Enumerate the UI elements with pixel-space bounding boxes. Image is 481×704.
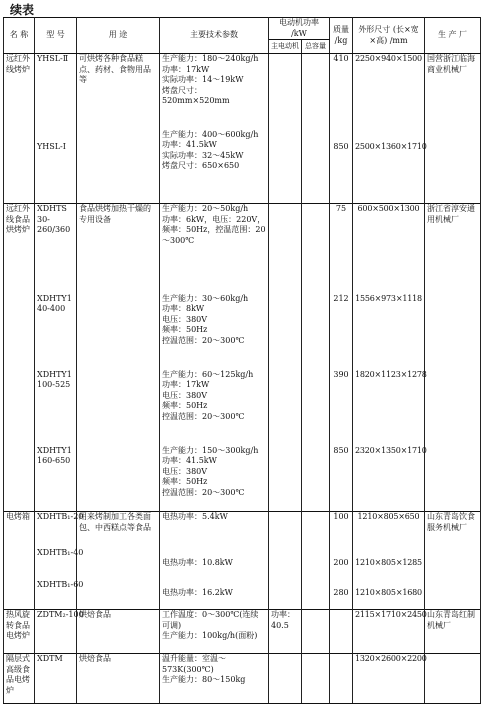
cell-params: 电热功率：10.8kW — [160, 548, 269, 580]
cell-mass: 390 — [330, 360, 353, 436]
cell-maker — [425, 120, 481, 204]
cell-mass — [330, 610, 353, 654]
cell-power-main — [269, 512, 302, 548]
cell-maker — [425, 548, 481, 580]
table-row — [4, 360, 481, 436]
cell-mass: 850 — [330, 436, 353, 512]
cell-model: XDHTB₁-40 — [35, 548, 77, 580]
cell-name — [4, 120, 35, 204]
cell-usage — [77, 580, 160, 610]
cell-dims: 1820×1123×1278 — [353, 360, 425, 436]
cell-name — [4, 284, 35, 360]
cell-usage: 烘焙食品 — [77, 654, 160, 704]
header-maker: 生 产 厂 — [425, 18, 481, 54]
table-row — [4, 284, 481, 360]
cell-model: XDHTB₁-60 — [35, 580, 77, 610]
cell-model: ZDTM₂-100 — [35, 610, 77, 654]
cell-dims: 1210×805×1680 — [353, 580, 425, 610]
header-model: 型 号 — [35, 18, 77, 54]
table-row — [4, 610, 481, 654]
cell-power-total — [302, 120, 330, 204]
cell-power-main — [269, 284, 302, 360]
cell-name — [4, 580, 35, 610]
cell-usage — [77, 120, 160, 204]
cell-dims: 1210×805×1285 — [353, 548, 425, 580]
cell-power-total — [302, 610, 330, 654]
cell-maker — [425, 284, 481, 360]
cell-mass: 280 — [330, 580, 353, 610]
cell-mass: 410 — [330, 54, 353, 120]
cell-power-total — [302, 284, 330, 360]
table-row — [4, 580, 481, 610]
cell-power-main — [269, 120, 302, 204]
cell-name: 远红外线食品烘烤炉 — [4, 204, 35, 284]
cell-mass: 100 — [330, 512, 353, 548]
cell-params: 生产能力：20～50kg/h 功率：6kW，电压：220V， 频率：50Hz，控温范围：20～300℃ — [160, 204, 269, 284]
cell-power-main — [269, 580, 302, 610]
cell-usage: 用来烤制加工各类面包、中西糕点等食品 — [77, 512, 160, 548]
header-power-total: 总容量 — [302, 40, 330, 54]
cell-power-main — [269, 548, 302, 580]
cell-name — [4, 548, 35, 580]
cell-power-main — [269, 654, 302, 704]
cell-dims: 600×500×1300 — [353, 204, 425, 284]
cell-power-main — [269, 436, 302, 512]
header-usage: 用 途 — [77, 18, 160, 54]
cell-maker: 山东青岛饮食服务机械厂 — [425, 512, 481, 548]
cell-mass — [330, 654, 353, 704]
cell-power-total — [302, 436, 330, 512]
cell-name: 远红外线烤炉 — [4, 54, 35, 120]
cell-mass: 200 — [330, 548, 353, 580]
cell-power-main — [269, 204, 302, 284]
cell-mass: 850 — [330, 120, 353, 204]
table-row — [4, 204, 481, 284]
cell-name: 隔层式高级食品电烤炉 — [4, 654, 35, 704]
cell-name — [4, 436, 35, 512]
table-row — [4, 436, 481, 512]
cell-params: 温升能量：室温～573K(300℃) 生产能力：80～150kg — [160, 654, 269, 704]
cell-usage — [77, 360, 160, 436]
table-caption: 续表 — [10, 3, 35, 17]
cell-usage: 食品烘烤加热干燥的专用设备 — [77, 204, 160, 284]
cell-maker — [425, 580, 481, 610]
cell-power-main — [269, 360, 302, 436]
table-row — [4, 120, 481, 204]
cell-usage — [77, 436, 160, 512]
cell-model: XDHTB₁-20 — [35, 512, 77, 548]
cell-mass: 75 — [330, 204, 353, 284]
cell-usage: 可烘烤各种食品糕点、药材、食物用品等 — [77, 54, 160, 120]
cell-maker — [425, 436, 481, 512]
cell-usage: 烘焙食品 — [77, 610, 160, 654]
cell-params: 电热功率：16.2kW — [160, 580, 269, 610]
cell-model: XDHTY1 160-650 — [35, 436, 77, 512]
cell-power-total — [302, 512, 330, 548]
cell-name: 热风旋转食品电烤炉 — [4, 610, 35, 654]
cell-usage — [77, 284, 160, 360]
cell-maker: 山东青岛红制机械厂 — [425, 610, 481, 654]
cell-params: 生产能力：60～125kg/h 功率：17kW 电压：380V 频率：50Hz 控温范围：20～300℃ — [160, 360, 269, 436]
cell-params: 工作温度：0～300℃(连续可调) 生产能力：100kg/h(面粉) — [160, 610, 269, 654]
cell-mass: 212 — [330, 284, 353, 360]
cell-params: 生产能力：400～600kg/h 功率：41.5kW 实际功率：32～45kW 烤盘尺寸：650×650 — [160, 120, 269, 204]
cell-maker: 浙江省淳安通用机械厂 — [425, 204, 481, 284]
cell-model: XDHTY1 100-525 — [35, 360, 77, 436]
cell-params: 电热功率：5.4kW — [160, 512, 269, 548]
cell-power-total — [302, 204, 330, 284]
cell-power-total — [302, 580, 330, 610]
cell-dims: 1556×973×1118 — [353, 284, 425, 360]
cell-dims: 2250×940×1500 — [353, 54, 425, 120]
cell-model: XDHTY1 40-400 — [35, 284, 77, 360]
cell-model: XDHTS 30-260/360 — [35, 204, 77, 284]
cell-params: 生产能力：30～60kg/h 功率：8kW 电压：380V 频率：50Hz 控温范围：20～300℃ — [160, 284, 269, 360]
table-row — [4, 548, 481, 580]
header-mass: 质量 /kg — [330, 18, 353, 54]
cell-model: YHSL-Ⅰ — [35, 120, 77, 204]
header-params: 主要技术参数 — [160, 18, 269, 54]
cell-params: 生产能力：180～240kg/h 功率：17kW 实际功率：14～19kW 烤盘尺寸：520mm×520mm — [160, 54, 269, 120]
table-row — [4, 54, 481, 120]
cell-model: XDTM — [35, 654, 77, 704]
cell-power-total — [302, 360, 330, 436]
cell-name — [4, 360, 35, 436]
cell-power-total — [302, 654, 330, 704]
equipment-table — [3, 17, 481, 704]
cell-power-total — [302, 54, 330, 120]
cell-model: YHSL-Ⅱ — [35, 54, 77, 120]
cell-dims: 1320×2600×2200 — [353, 654, 425, 704]
cell-power-total — [302, 548, 330, 580]
cell-name: 电烤箱 — [4, 512, 35, 548]
cell-maker — [425, 654, 481, 704]
table-row — [4, 654, 481, 704]
cell-power-main — [269, 54, 302, 120]
header-power-main: 主电动机 — [269, 40, 302, 54]
cell-params: 生产能力：150～300kg/h 功率：41.5kW 电压：380V 频率：50Hz 控温范围：20～300℃ — [160, 436, 269, 512]
header-power: 电动机功率 /kW — [269, 18, 330, 40]
cell-dims: 2500×1360×1710 — [353, 120, 425, 204]
cell-dims: 2320×1350×1710 — [353, 436, 425, 512]
table-row — [4, 512, 481, 548]
cell-maker: 国营浙江临海商业机械厂 — [425, 54, 481, 120]
cell-power-main: 功率：40.5 — [269, 610, 302, 654]
header-dims: 外形尺寸 (长×宽×高) /mm — [353, 18, 425, 54]
cell-dims: 1210×805×650 — [353, 512, 425, 548]
header-name: 名 称 — [4, 18, 35, 54]
cell-maker — [425, 360, 481, 436]
cell-dims: 2115×1710×2450 — [353, 610, 425, 654]
cell-usage — [77, 548, 160, 580]
